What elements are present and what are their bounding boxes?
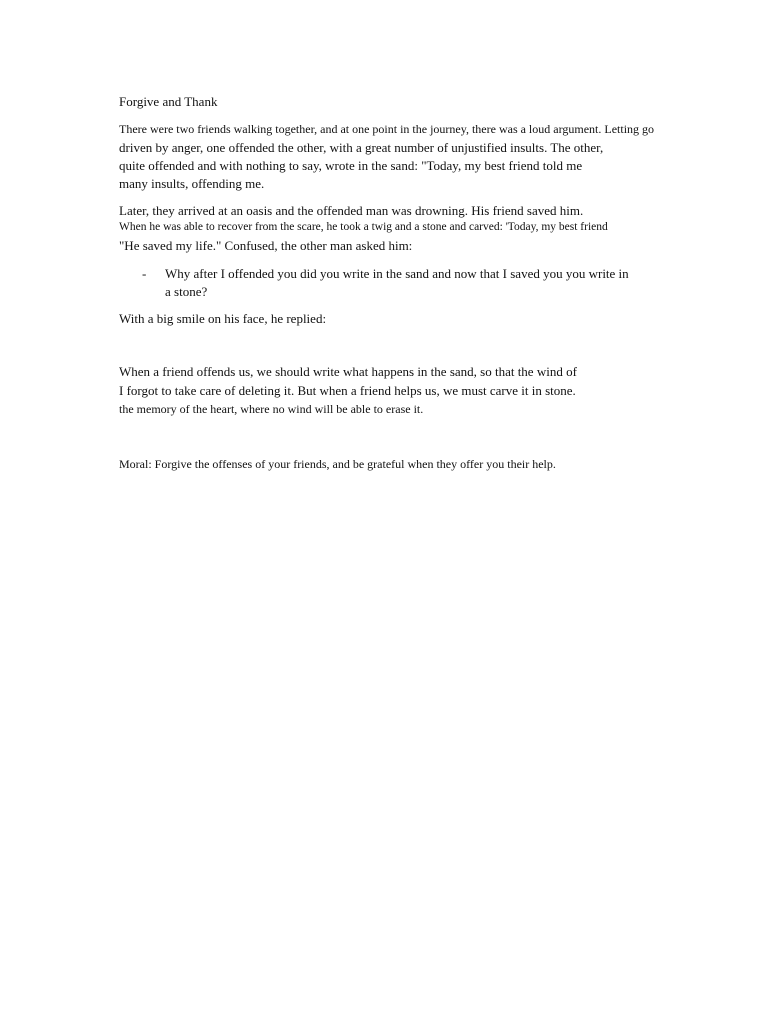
paragraph-2-line-2: When he was able to recover from the scare, he took a twig and a stone and carved: 'Today, my best friend <box>119 221 608 233</box>
paragraph-3-line-1: When a friend offends us, we should write what happens in the sand, so that the wind of <box>119 364 577 379</box>
bullet-marker: - <box>142 266 147 281</box>
paragraph-3-line-2: I forgot to take care of deleting it. But when a friend helps us, we must carve it in stone. <box>119 383 576 398</box>
bullet-line-2: a stone? <box>165 284 208 299</box>
reply-intro: With a big smile on his face, he replied: <box>119 311 327 326</box>
paragraph-3-line-3: the memory of the heart, where no wind will be able to erase it. <box>119 402 424 416</box>
paragraph-1-line-2: driven by anger, one offended the other, with a great number of unjustified insults. The other, <box>119 140 604 155</box>
bullet-line-1: Why after I offended you did you write in the sand and now that I saved you you write in <box>165 266 629 281</box>
moral-text: Moral: Forgive the offenses of your friends, and be grateful when they offer you their help. <box>119 457 556 471</box>
paragraph-2-line-3: "He saved my life." Confused, the other man asked him: <box>119 238 413 253</box>
paragraph-2-line-1: Later, they arrived at an oasis and the offended man was drowning. His friend saved him. <box>119 203 584 218</box>
document-title: Forgive and Thank <box>119 94 218 109</box>
paragraph-1-line-4: many insults, offending me. <box>119 176 265 191</box>
paragraph-1-line-1: There were two friends walking together, and at one point in the journey, there was a loud argument. Letting go <box>119 122 655 136</box>
paragraph-1-line-3: quite offended and with nothing to say, wrote in the sand: "Today, my best friend told me <box>119 158 583 173</box>
